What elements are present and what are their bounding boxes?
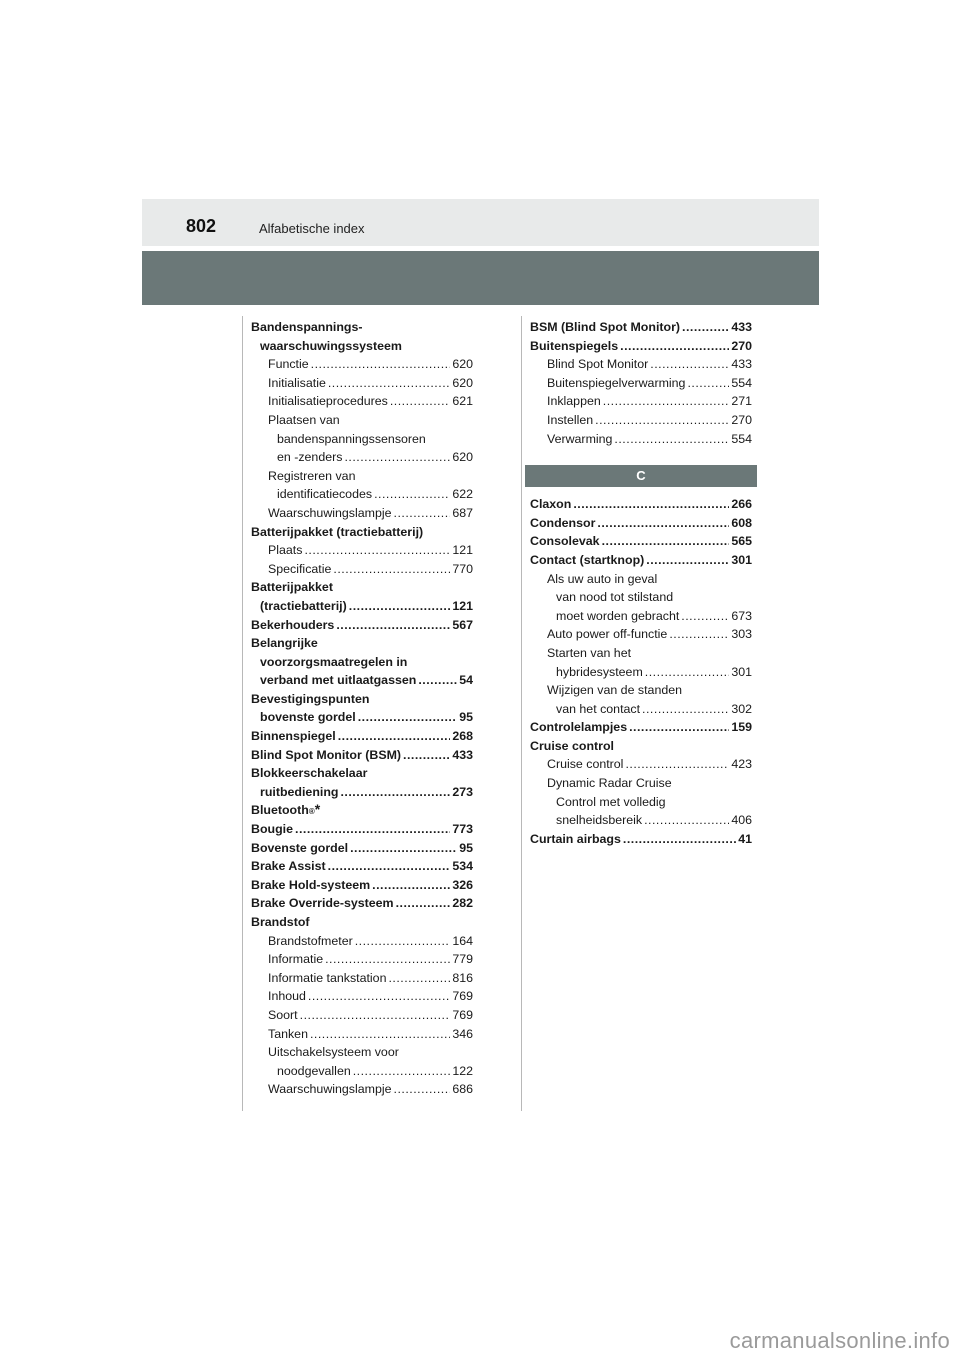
index-term: Instellen [547, 412, 594, 427]
index-term: Initialisatie [268, 375, 326, 390]
page-reference: 121 [452, 598, 473, 613]
index-line [530, 495, 752, 514]
index-term: Wijzigen van de standen [547, 683, 683, 698]
index-term: Batterijpakket (tractiebatterij) [251, 524, 424, 539]
index-term: Blokkeerschakelaar [251, 766, 368, 781]
index-term: voorzorgsmaatregelen in [260, 654, 408, 669]
index-entry [530, 551, 752, 570]
page-reference: 41 [738, 831, 752, 846]
index-term: Bevestigingspunten [251, 691, 370, 706]
index-line [251, 783, 473, 802]
page-reference: 95 [459, 710, 473, 725]
index-line [530, 514, 752, 533]
index-term: Informatie tankstation [268, 970, 387, 985]
index-line [530, 318, 752, 337]
index-group-c [530, 495, 752, 848]
dot-leader [304, 541, 450, 560]
index-line [251, 318, 473, 337]
index-entry [251, 969, 473, 988]
index-line [251, 374, 473, 393]
page-reference: 773 [452, 822, 473, 837]
dot-leader [645, 663, 730, 682]
index-line [251, 485, 473, 504]
index-line [251, 1006, 473, 1025]
page-reference: 686 [452, 1082, 473, 1097]
dot-leader [328, 857, 451, 876]
index-line [251, 392, 473, 411]
dot-leader [602, 532, 730, 551]
index-line [530, 392, 752, 411]
dot-leader [418, 671, 457, 690]
index-term: bovenste gordel [260, 710, 356, 725]
index-entry [530, 830, 752, 849]
index-entry [251, 616, 473, 635]
index-entry [251, 857, 473, 876]
page-reference: 621 [452, 394, 473, 409]
page-number: 802 [186, 216, 217, 236]
dot-leader [620, 337, 729, 356]
index-entry [251, 541, 473, 560]
index-entry [251, 690, 473, 727]
index-term: Blind Spot Monitor [547, 357, 649, 372]
index-entry [251, 1025, 473, 1044]
page-reference: 268 [452, 729, 473, 744]
index-entry [251, 727, 473, 746]
index-line [251, 1080, 473, 1099]
index-line [530, 644, 752, 663]
page-reference: 282 [452, 896, 473, 911]
page-reference: 270 [731, 338, 752, 353]
index-line [251, 1043, 473, 1062]
page-reference: 769 [452, 1007, 473, 1022]
page-reference: 164 [452, 933, 473, 948]
index-entry [530, 355, 752, 374]
index-line [530, 570, 752, 589]
index-line [251, 987, 473, 1006]
index-term: Claxon [530, 497, 572, 512]
index-term: Cruise control [547, 757, 624, 772]
dot-leader [300, 1006, 451, 1025]
page-reference: 687 [452, 505, 473, 520]
index-term: moet worden gebracht [556, 608, 680, 623]
dot-leader [396, 894, 451, 913]
index-term: Belangrijke [251, 636, 318, 651]
index-line [530, 588, 752, 607]
index-term: Buitenspiegels [530, 338, 619, 353]
index-line [251, 523, 473, 542]
dot-leader [390, 392, 450, 411]
index-term: Uitschakelsysteem voor [268, 1045, 399, 1060]
index-entry [530, 737, 752, 756]
page-reference: 303 [731, 627, 752, 642]
index-line [530, 411, 752, 430]
index-group-b [530, 318, 752, 448]
dot-leader [338, 727, 451, 746]
index-term: Waarschuwingslampje [268, 1082, 392, 1097]
index-line [530, 607, 752, 626]
index-entry [530, 755, 752, 774]
page-reference: 122 [452, 1063, 473, 1078]
index-line [251, 820, 473, 839]
index-term: Brandstof [251, 915, 310, 929]
dot-leader [403, 746, 450, 765]
index-term: Cruise control [530, 738, 614, 753]
index-column-right [530, 318, 752, 848]
index-term: Control met volledig [556, 794, 666, 809]
index-term: Starten van het [547, 645, 632, 660]
page-reference: 95 [459, 840, 473, 855]
page-reference: 622 [452, 487, 473, 502]
index-term: Brake Override-systeem [251, 896, 394, 911]
index-line [251, 913, 473, 932]
dot-leader [358, 708, 458, 727]
dot-leader [603, 392, 730, 411]
index-term: en -zenders [277, 450, 343, 465]
index-entry [251, 1006, 473, 1025]
index-line [530, 663, 752, 682]
index-line [530, 625, 752, 644]
section-title: Alfabetische index [259, 221, 365, 236]
index-line [530, 737, 752, 756]
index-line: Bluetooth ® * [251, 801, 473, 820]
index-line [251, 467, 473, 486]
dot-leader [325, 950, 450, 969]
index-line [251, 690, 473, 709]
dot-leader [295, 820, 450, 839]
page-reference: 302 [731, 701, 752, 716]
dot-leader [682, 318, 729, 337]
page-reference: 346 [452, 1026, 473, 1041]
index-entry [251, 374, 473, 393]
index-entry [530, 411, 752, 430]
index-line [530, 337, 752, 356]
index-line [251, 727, 473, 746]
page-reference: 769 [452, 989, 473, 1004]
page-reference: 301 [731, 552, 752, 567]
index-entry [251, 560, 473, 579]
index-line [251, 671, 473, 690]
index-entry [251, 746, 473, 765]
index-line [251, 653, 473, 672]
index-term: Bougie [251, 822, 293, 837]
index-line [251, 708, 473, 727]
index-entry [251, 913, 473, 932]
dot-leader [597, 514, 729, 533]
index-term: Bandenspannings- [251, 320, 363, 334]
index-term: noodgevallen [277, 1063, 351, 1078]
page-reference: 301 [731, 664, 752, 679]
page-reference: 271 [731, 394, 752, 409]
index-entry [530, 774, 752, 830]
index-entry [251, 318, 473, 355]
index-term: van nood tot stilstand [556, 590, 674, 605]
page-reference: 554 [731, 431, 752, 446]
index-entry [251, 764, 473, 801]
index-line [530, 532, 752, 551]
index-entry [251, 411, 473, 467]
dot-leader [353, 1062, 451, 1081]
index-entry [251, 392, 473, 411]
index-line [251, 764, 473, 783]
page-reference: 121 [452, 543, 473, 558]
index-term: Specificatie [268, 561, 332, 576]
dot-leader [394, 1080, 451, 1099]
index-entry [251, 355, 473, 374]
index-term: Informatie [268, 952, 324, 967]
index-term: Bovenste gordel [251, 840, 349, 855]
page-reference: 534 [452, 859, 473, 874]
index-term: waarschuwingssysteem [260, 338, 402, 353]
index-term: Controlelampjes [530, 720, 628, 735]
index-term: Dynamic Radar Cruise [547, 776, 672, 791]
index-line [251, 1025, 473, 1044]
page-reference: 266 [731, 497, 752, 512]
dot-leader [646, 551, 729, 570]
page-reference: 620 [452, 375, 473, 390]
index-entry [251, 876, 473, 895]
index-line [251, 616, 473, 635]
index-term: Initialisatieprocedures [268, 394, 388, 409]
index-entry [251, 634, 473, 690]
dot-leader [650, 355, 729, 374]
dot-leader [394, 504, 451, 523]
index-term: Verwarming [547, 431, 613, 446]
index-entry [530, 681, 752, 718]
dot-leader [681, 607, 729, 626]
header-bar [142, 199, 819, 246]
index-term: (tractiebatterij) [260, 598, 347, 613]
index-term: Curtain airbags [530, 831, 621, 846]
index-entry [530, 514, 752, 533]
index-line [251, 411, 473, 430]
index-term: Inklappen [547, 394, 601, 409]
page-reference: 273 [452, 784, 473, 799]
dot-leader [687, 374, 729, 393]
left-column-rule [242, 316, 243, 1111]
page-reference: 816 [452, 970, 473, 985]
page-reference: 567 [452, 617, 473, 632]
index-entry [251, 578, 473, 615]
dot-leader [625, 755, 729, 774]
index-line [251, 355, 473, 374]
index-line [251, 839, 473, 858]
index-entry [251, 932, 473, 951]
index-line [251, 578, 473, 597]
index-line [530, 430, 752, 449]
page-reference: 673 [731, 608, 752, 623]
index-line [251, 448, 473, 467]
index-term: Batterijpakket [251, 580, 333, 595]
index-line [251, 634, 473, 653]
index-entry [530, 532, 752, 551]
index-term: identificatiecodes [277, 487, 373, 502]
page-reference: 406 [731, 813, 752, 828]
index-column-left [251, 318, 473, 1099]
dot-leader [349, 597, 451, 616]
index-line [251, 337, 473, 356]
dot-leader [629, 718, 729, 737]
dot-leader [344, 448, 450, 467]
page-reference: 423 [731, 757, 752, 772]
page-reference: 433 [731, 320, 752, 334]
page-reference: 608 [731, 515, 752, 530]
index-term: Brake Assist [251, 859, 326, 874]
index-term: Contact (startknop) [530, 552, 645, 567]
index-entry [251, 467, 473, 504]
index-entry [530, 318, 752, 337]
index-line [530, 551, 752, 570]
index-term: Registreren van [268, 468, 356, 483]
index-line [530, 811, 752, 830]
dot-leader [311, 355, 451, 374]
index-term: Waarschuwingslampje [268, 505, 392, 520]
index-line [251, 746, 473, 765]
page-reference: 54 [459, 673, 473, 688]
dot-leader [623, 830, 736, 849]
index-entry [251, 523, 473, 542]
index-line [251, 560, 473, 579]
index-entry [251, 950, 473, 969]
index-term: Brake Hold-systeem [251, 877, 371, 892]
index-term: Bluetooth [251, 803, 309, 818]
index-entry [251, 1080, 473, 1099]
index-entry [251, 820, 473, 839]
index-term: bandenspanningssensoren [277, 431, 426, 446]
index-line [251, 876, 473, 895]
index-entry [251, 801, 473, 820]
index-term: Bekerhouders [251, 617, 335, 632]
index-term: Buitenspiegelverwarming [547, 375, 686, 390]
index-line [251, 430, 473, 449]
index-line [251, 597, 473, 616]
index-entry [530, 374, 752, 393]
dot-leader [310, 1025, 450, 1044]
index-line [251, 541, 473, 560]
index-entry [530, 430, 752, 449]
index-term: Tanken [268, 1026, 308, 1041]
index-term: Inhoud [268, 989, 306, 1004]
index-term: Consolevak [530, 534, 600, 549]
index-entry [251, 1043, 473, 1080]
page-reference: 326 [452, 877, 473, 892]
index-term: verband met uitlaatgassen [260, 673, 417, 688]
index-term: Plaatsen van [268, 412, 340, 427]
index-term: van het contact [556, 701, 641, 716]
page-reference: 433 [452, 747, 473, 762]
index-line [530, 700, 752, 719]
index-line [251, 932, 473, 951]
index-term: Plaats [268, 543, 303, 558]
index-entry [251, 987, 473, 1006]
index-line [530, 830, 752, 849]
index-entry [251, 839, 473, 858]
index-line [530, 774, 752, 793]
page-reference: 270 [731, 412, 752, 427]
index-entry [530, 644, 752, 681]
index-line [530, 681, 752, 700]
section-letter-c: C [525, 465, 757, 487]
index-entry [530, 337, 752, 356]
dot-leader [333, 560, 450, 579]
dot-leader [355, 932, 451, 951]
dot-leader [595, 411, 729, 430]
dot-leader [340, 783, 450, 802]
index-term: hybridesysteem [556, 664, 643, 679]
page-reference: 554 [731, 375, 752, 390]
index-term: BSM (Blind Spot Monitor) [530, 320, 681, 334]
index-term: Binnenspiegel [251, 729, 336, 744]
index-entry [530, 570, 752, 626]
dot-leader [350, 839, 457, 858]
index-term: snelheidsbereik [556, 813, 643, 828]
index-term: Brandstofmeter [268, 933, 353, 948]
index-entry [530, 718, 752, 737]
index-line [530, 718, 752, 737]
dot-leader [614, 430, 729, 449]
index-line [251, 969, 473, 988]
page-reference: 770 [452, 561, 473, 576]
index-term: Als uw auto in geval [547, 571, 658, 586]
index-line [251, 894, 473, 913]
index-line [530, 355, 752, 374]
index-line [530, 793, 752, 812]
index-line [251, 950, 473, 969]
page-reference: 565 [731, 534, 752, 549]
index-entry [530, 392, 752, 411]
page-reference: 433 [731, 357, 752, 372]
index-term: Condensor [530, 515, 596, 530]
dot-leader [388, 969, 450, 988]
dot-leader [669, 625, 729, 644]
page-reference: 159 [731, 720, 752, 735]
index-line [251, 1062, 473, 1081]
dot-leader [374, 485, 450, 504]
page-reference: 620 [452, 357, 473, 372]
index-term: ruitbediening [260, 784, 339, 799]
index-line [530, 374, 752, 393]
index-entry [251, 504, 473, 523]
page-reference: 620 [452, 450, 473, 465]
index-entry [251, 894, 473, 913]
index-entry [530, 495, 752, 514]
index-line [251, 857, 473, 876]
dot-leader [308, 987, 450, 1006]
watermark: carmanualsonline.info [729, 1328, 950, 1353]
page-reference: 779 [452, 952, 473, 967]
index-term: Auto power off-functie [547, 627, 668, 642]
index-term: Functie [268, 357, 309, 372]
dot-leader [573, 495, 729, 514]
dot-leader [336, 616, 450, 635]
index-line [251, 504, 473, 523]
index-term: Soort [268, 1007, 298, 1022]
dot-leader [642, 700, 729, 719]
index-line [530, 755, 752, 774]
header-band [142, 251, 819, 305]
dot-leader [372, 876, 450, 895]
index-term: Blind Spot Monitor (BSM) [251, 747, 402, 762]
index-entry [530, 625, 752, 644]
dot-leader [328, 374, 450, 393]
dot-leader [644, 811, 729, 830]
middle-column-rule [521, 316, 522, 1111]
